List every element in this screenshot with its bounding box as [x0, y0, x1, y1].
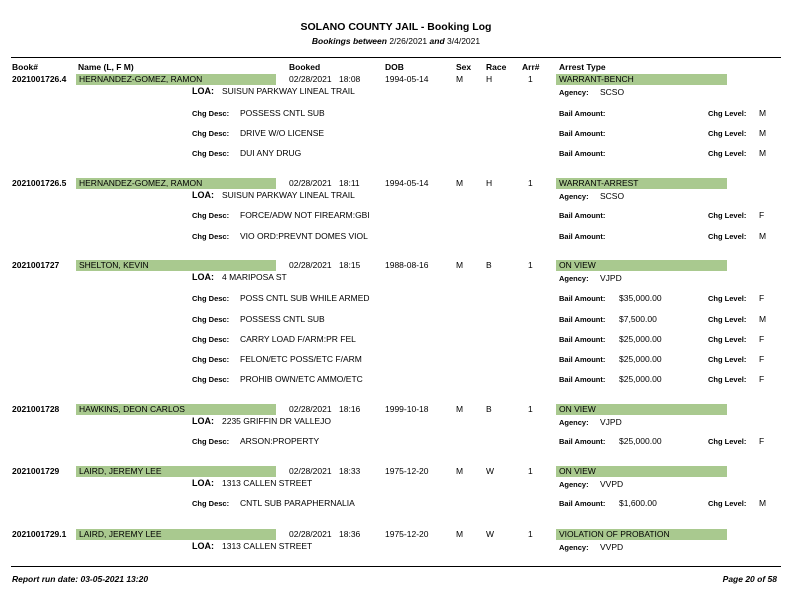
charge-level: F [759, 293, 765, 303]
agency-label: Agency: [559, 88, 589, 97]
report-run-date: Report run date: 03-05-2021 13:20 [12, 574, 149, 584]
bail-amount-label: Bail Amount: [559, 129, 606, 138]
agency-label: Agency: [559, 418, 589, 427]
booked-date: 02/28/2021 [289, 74, 332, 84]
charge-level: F [759, 374, 765, 384]
loa-label: LOA: [192, 416, 214, 426]
loa-label: LOA: [192, 478, 214, 488]
name-highlight [76, 466, 276, 477]
bail-amount-label: Bail Amount: [559, 355, 606, 364]
arrest-type: WARRANT-ARREST [559, 178, 639, 188]
chg-desc-label: Chg Desc: [192, 375, 230, 384]
report-title: SOLANO COUNTY JAIL - Booking Log [300, 21, 492, 33]
race: W [486, 529, 495, 539]
arrest-type: ON VIEW [559, 466, 596, 476]
booking-number: 2021001728 [12, 404, 60, 414]
dob: 1988-08-16 [385, 260, 429, 270]
col-header-name: Name (L, F M) [78, 62, 134, 72]
race: B [486, 260, 492, 270]
arrest-type-highlight [556, 404, 727, 415]
page-number: Page 20 of 58 [722, 574, 777, 584]
bail-amount-label: Bail Amount: [559, 294, 606, 303]
bail-amount: $35,000.00 [619, 293, 662, 303]
booked-time: 18:11 [339, 178, 360, 188]
loa-value: SUISUN PARKWAY LINEAL TRAIL [222, 190, 355, 200]
charge-level: M [759, 148, 767, 158]
agency-label: Agency: [559, 480, 589, 489]
sex: M [456, 74, 464, 84]
race: W [486, 466, 495, 476]
arrest-type-highlight [556, 466, 727, 477]
arrest-number: 1 [528, 466, 533, 476]
chg-desc-label: Chg Desc: [192, 211, 230, 220]
charge-description: DUI ANY DRUG [240, 148, 302, 158]
chg-level-label: Chg Level: [708, 294, 747, 303]
race: H [486, 178, 493, 188]
col-header-arr: Arr# [522, 62, 540, 72]
bail-amount: $25,000.00 [619, 374, 662, 384]
charge-description: PROHIB OWN/ETC AMMO/ETC [240, 374, 363, 384]
dob: 1994-05-14 [385, 178, 429, 188]
bail-amount: $7,500.00 [619, 314, 657, 324]
sex: M [456, 404, 464, 414]
arrest-type: VIOLATION OF PROBATION [559, 529, 670, 539]
chg-level-label: Chg Level: [708, 232, 747, 241]
charge-level: F [759, 354, 765, 364]
arrest-type-highlight [556, 178, 727, 189]
chg-level-label: Chg Level: [708, 335, 747, 344]
agency-value: SCSO [600, 87, 625, 97]
sex: M [456, 260, 464, 270]
chg-desc-label: Chg Desc: [192, 335, 230, 344]
arrest-number: 1 [528, 178, 533, 188]
dob: 1975-12-20 [385, 466, 429, 476]
inmate-name: LAIRD, JEREMY LEE [79, 529, 162, 539]
bail-amount-label: Bail Amount: [559, 375, 606, 384]
arrest-type: ON VIEW [559, 404, 596, 414]
loa-value: SUISUN PARKWAY LINEAL TRAIL [222, 86, 355, 96]
arrest-type-highlight [556, 260, 727, 271]
name-highlight [76, 178, 276, 189]
inmate-name: HERNANDEZ-GOMEZ, RAMON [79, 74, 203, 84]
bail-amount-label: Bail Amount: [559, 315, 606, 324]
booking-number: 2021001729.1 [12, 529, 67, 539]
booking-number: 2021001726.4 [12, 74, 67, 84]
bail-amount-label: Bail Amount: [559, 211, 606, 220]
agency-label: Agency: [559, 192, 589, 201]
charge-level: F [759, 210, 765, 220]
bail-amount: $1,600.00 [619, 498, 657, 508]
arrest-type-highlight [556, 74, 727, 85]
chg-desc-label: Chg Desc: [192, 109, 230, 118]
dob: 1994-05-14 [385, 74, 429, 84]
bail-amount-label: Bail Amount: [559, 149, 606, 158]
arrest-type-highlight [556, 529, 727, 540]
chg-level-label: Chg Level: [708, 315, 747, 324]
inmate-name: HAWKINS, DEON CARLOS [79, 404, 185, 414]
charge-description: FELON/ETC POSS/ETC F/ARM [240, 354, 362, 364]
charge-level: F [759, 334, 765, 344]
col-header-race: Race [486, 62, 507, 72]
sex: M [456, 466, 464, 476]
arrest-number: 1 [528, 74, 533, 84]
chg-level-label: Chg Level: [708, 211, 747, 220]
charge-description: DRIVE W/O LICENSE [240, 128, 325, 138]
chg-level-label: Chg Level: [708, 437, 747, 446]
inmate-name: HERNANDEZ-GOMEZ, RAMON [79, 178, 203, 188]
chg-level-label: Chg Level: [708, 375, 747, 384]
name-highlight [76, 529, 276, 540]
race: B [486, 404, 492, 414]
bail-amount: $25,000.00 [619, 354, 662, 364]
arrest-number: 1 [528, 260, 533, 270]
charge-level: M [759, 498, 767, 508]
charge-description: VIO ORD:PREVNT DOMES VIOL [240, 231, 368, 241]
charge-level: M [759, 231, 767, 241]
race: H [486, 74, 493, 84]
charge-level: M [759, 128, 767, 138]
name-highlight [76, 260, 276, 271]
loa-value: 2235 GRIFFIN DR VALLEJO [222, 416, 331, 426]
booked-date: 02/28/2021 [289, 178, 332, 188]
bail-amount: $25,000.00 [619, 334, 662, 344]
col-header-arrest-type: Arrest Type [559, 62, 606, 72]
loa-value: 4 MARIPOSA ST [222, 272, 287, 282]
chg-level-label: Chg Level: [708, 129, 747, 138]
bail-amount: $25,000.00 [619, 436, 662, 446]
sex: M [456, 529, 464, 539]
charge-level: M [759, 314, 767, 324]
dob: 1999-10-18 [385, 404, 429, 414]
chg-level-label: Chg Level: [708, 355, 747, 364]
bail-amount-label: Bail Amount: [559, 232, 606, 241]
chg-desc-label: Chg Desc: [192, 499, 230, 508]
charge-description: CNTL SUB PARAPHERNALIA [240, 498, 355, 508]
chg-desc-label: Chg Desc: [192, 232, 230, 241]
charge-description: FORCE/ADW NOT FIREARM:GBI [240, 210, 370, 220]
booked-time: 18:15 [339, 260, 361, 270]
chg-desc-label: Chg Desc: [192, 149, 230, 158]
booked-time: 18:36 [339, 529, 361, 539]
chg-level-label: Chg Level: [708, 109, 747, 118]
booked-date: 02/28/2021 [289, 404, 332, 414]
agency-label: Agency: [559, 543, 589, 552]
arrest-type: WARRANT-BENCH [559, 74, 634, 84]
charge-description: POSSESS CNTL SUB [240, 314, 325, 324]
booked-date: 02/28/2021 [289, 529, 332, 539]
booking-number: 2021001729 [12, 466, 60, 476]
col-header-booked: Booked [289, 62, 321, 72]
booked-time: 18:08 [339, 74, 361, 84]
agency-value: VVPD [600, 479, 624, 489]
loa-label: LOA: [192, 190, 214, 200]
charge-description: CARRY LOAD F/ARM:PR FEL [240, 334, 356, 344]
booked-time: 18:16 [339, 404, 361, 414]
arrest-number: 1 [528, 404, 533, 414]
loa-label: LOA: [192, 541, 214, 551]
agency-value: VJPD [600, 273, 622, 283]
inmate-name: SHELTON, KEVIN [79, 260, 149, 270]
booking-number: 2021001727 [12, 260, 60, 270]
dob: 1975-12-20 [385, 529, 429, 539]
agency-label: Agency: [559, 274, 589, 283]
chg-desc-label: Chg Desc: [192, 315, 230, 324]
booked-time: 18:33 [339, 466, 361, 476]
chg-desc-label: Chg Desc: [192, 129, 230, 138]
bail-amount-label: Bail Amount: [559, 499, 606, 508]
agency-value: VJPD [600, 417, 622, 427]
bail-amount-label: Bail Amount: [559, 437, 606, 446]
col-header-dob: DOB [385, 62, 404, 72]
chg-level-label: Chg Level: [708, 499, 747, 508]
arrest-number: 1 [528, 529, 533, 539]
header-top-rule [11, 57, 781, 58]
col-header-book: Book# [12, 62, 38, 72]
charge-description: POSSESS CNTL SUB [240, 108, 325, 118]
charge-level: M [759, 108, 767, 118]
charge-level: F [759, 436, 765, 446]
loa-label: LOA: [192, 86, 214, 96]
chg-level-label: Chg Level: [708, 149, 747, 158]
agency-value: VVPD [600, 542, 624, 552]
sex: M [456, 178, 464, 188]
loa-value: 1313 CALLEN STREET [222, 478, 313, 488]
booking-number: 2021001726.5 [12, 178, 67, 188]
name-highlight [76, 74, 276, 85]
booked-date: 02/28/2021 [289, 260, 332, 270]
agency-value: SCSO [600, 191, 625, 201]
bail-amount-label: Bail Amount: [559, 109, 606, 118]
loa-label: LOA: [192, 272, 214, 282]
loa-value: 1313 CALLEN STREET [222, 541, 313, 551]
bail-amount-label: Bail Amount: [559, 335, 606, 344]
charge-description: ARSON:PROPERTY [240, 436, 320, 446]
inmate-name: LAIRD, JEREMY LEE [79, 466, 162, 476]
charge-description: POSS CNTL SUB WHILE ARMED [240, 293, 370, 303]
report-subtitle: Bookings between 2/26/2021 and 3/4/2021 [311, 36, 481, 46]
arrest-type: ON VIEW [559, 260, 596, 270]
chg-desc-label: Chg Desc: [192, 355, 230, 364]
chg-desc-label: Chg Desc: [192, 437, 230, 446]
col-header-sex: Sex [456, 62, 472, 72]
chg-desc-label: Chg Desc: [192, 294, 230, 303]
footer-rule [11, 566, 781, 567]
name-highlight [76, 404, 276, 415]
booked-date: 02/28/2021 [289, 466, 332, 476]
